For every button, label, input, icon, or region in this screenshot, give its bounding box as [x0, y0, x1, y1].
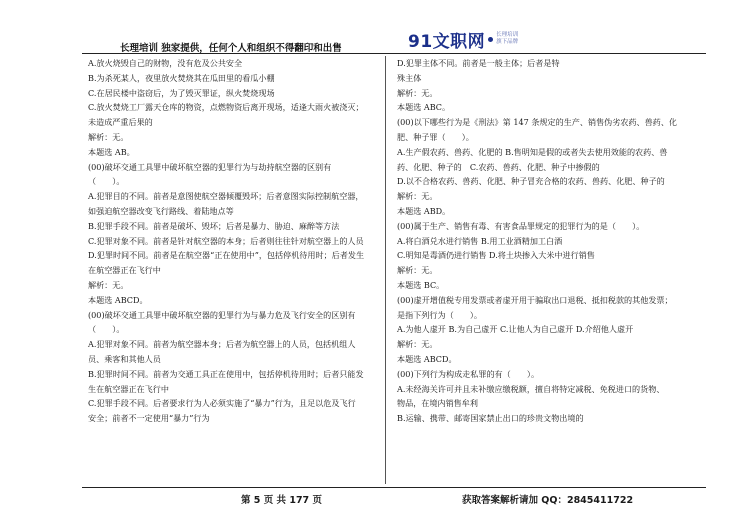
text-line: C.犯罪对象不同。前者是针对航空器的本身；后者则往往针对航空器上的人员 [88, 235, 364, 246]
text-line: 解析：无。 [397, 265, 438, 276]
text-line: C.明知是毒酒仍进行销售 D.将土块掺入大米中进行销售 [397, 250, 595, 261]
text-line: (00)下列行为构成走私罪的有（ ）。 [397, 368, 540, 379]
contact-info: 获取答案解析请加 QQ：2845411722 [462, 495, 634, 506]
text-line: A.未经海关许可并且未补缴应缴税额，擅自将特定减税、免税进口的货物、 [397, 383, 665, 394]
text-line: (00)属于生产、销售有毒、有害食品罪规定的犯罪行为的是（ ）。 [397, 220, 645, 231]
text-line: 员、乘客和其他人员 [88, 353, 161, 364]
text-line: (00)以下哪些行为是《刑法》第 147 条规定的生产、销售伪劣农药、兽药、化 [397, 117, 678, 128]
text-line: B.运输、携带、邮寄国家禁止出口的珍贵文物出境的 [397, 413, 584, 424]
text-line: 肥、种子罪（ ）。 [397, 131, 474, 142]
text-line: B.犯罪手段不同。前者是破坏、毁坏；后者是暴力、胁迫、麻醉等方法 [88, 220, 340, 231]
logo-tag-line2: 旗下品牌 [496, 39, 519, 45]
text-line: 安全；前者不一定使用“暴力”行为 [88, 413, 210, 424]
text-line: 在航空器正在飞行中 [88, 265, 161, 276]
text-line: 本题选 AB。 [88, 146, 135, 157]
logo-dot-icon [488, 37, 493, 42]
text-line: 生在航空器正在飞行中 [88, 383, 169, 394]
text-line: 殊主体 [397, 72, 422, 83]
text-line: 如强迫航空器改变飞行路线、着陆地点等 [88, 205, 234, 216]
text-line: C.犯罪手段不同。后者要求行为人必须实施了“暴力”行为，且足以危及飞行 [88, 398, 356, 409]
text-line: A.犯罪对象不同。前者为航空器本身；后者为航空器上的人员，包括机组人 [88, 339, 356, 350]
header-rule [82, 53, 706, 54]
text-line: C.在居民楼中盗窃后，为了毁灭罪证，纵火焚烧现场 [88, 87, 275, 98]
text-line: A.为他人虚开 B.为自己虚开 C.让他人为自己虚开 D.介绍他人虚开 [397, 324, 634, 335]
text-line: （ ）。 [88, 176, 125, 187]
text-line: B.犯罪时间不同。前者为交通工具正在使用中，包括停机待用时；后者只能发 [88, 368, 364, 379]
text-line: 解析：无。 [397, 191, 438, 202]
right-column [397, 56, 679, 426]
text-line: B.为杀死某人，夜里放火焚烧其在瓜田里的看瓜小棚 [88, 72, 275, 83]
text-line: 药、化肥、种子的 C.农药、兽药、化肥、种子中掺假的 [397, 161, 600, 172]
footer-rule [82, 487, 706, 488]
text-line: 本题选 ABCD。 [397, 353, 457, 364]
left-column [88, 56, 370, 426]
text-line: 本题选 ABD。 [397, 205, 451, 216]
site-logo [408, 28, 518, 50]
logo-tagline [496, 32, 518, 46]
text-line: 解析：无。 [397, 87, 438, 98]
text-line: 解析：无。 [88, 279, 129, 290]
text-line: 解析：无。 [88, 131, 129, 142]
text-line: A.放火烧毁自己的财物，没有危及公共安全 [88, 58, 243, 68]
text-line: (00)破坏交通工具罪中破坏航空器的犯罪行为与暴力危及飞行安全的区别有 [88, 309, 356, 320]
text-line: （ ）。 [88, 324, 125, 335]
logo-tag-line1: 长理培训 [496, 32, 519, 38]
text-line: 解析：无。 [397, 339, 438, 350]
header-note: 长理培训 独家提供，任何个人和组织不得翻印和出售 [120, 43, 342, 54]
text-line: (00)破坏交通工具罪中破坏航空器的犯罪行为与劫持航空器的区别有 [88, 161, 332, 172]
text-line: D.犯罪时间不同。前者是在航空器“正在使用中”，包括停机待用时；后者发生 [88, 250, 365, 261]
text-line: 本题选 BC。 [397, 279, 445, 290]
logo-text: 91文职网 [408, 31, 486, 52]
text-line: 本题选 ABC。 [397, 102, 451, 113]
text-line: A.生产假农药、兽药、化肥的 B.售明知是假的或者失去使用效能的农药、兽 [397, 146, 668, 157]
text-line: A.犯罪目的不同。前者是意图使航空器倾覆毁坏；后者意图实际控制航空器， [88, 191, 364, 202]
text-line: (00)虚开增值税专用发票或者虚开用于骗取出口退税、抵扣税款的其他发票； [397, 294, 673, 305]
text-line: C.放火焚烧工厂露天仓库的物资，点燃物资后离开现场，适逢大雨火被浇灭； [88, 102, 364, 113]
text-line: 是指下列行为（ ）。 [397, 309, 482, 320]
text-line: 本题选 ABCD。 [88, 294, 148, 305]
page-number: 第 5 页 共 177 页 [241, 495, 322, 506]
text-line: A.将白酒兑水进行销售 B.用工业酒精加工白酒 [397, 235, 563, 246]
text-line: 未造成严重后果的 [88, 117, 153, 128]
column-divider [385, 56, 386, 484]
text-line: D.犯罪主体不同。前者是一般主体；后者是特 [397, 58, 560, 68]
text-line: 物品，在境内销售牟利 [397, 398, 478, 409]
text-line: D.以不合格农药、兽药、化肥、种子冒充合格的农药、兽药、化肥、种子的 [397, 176, 665, 187]
